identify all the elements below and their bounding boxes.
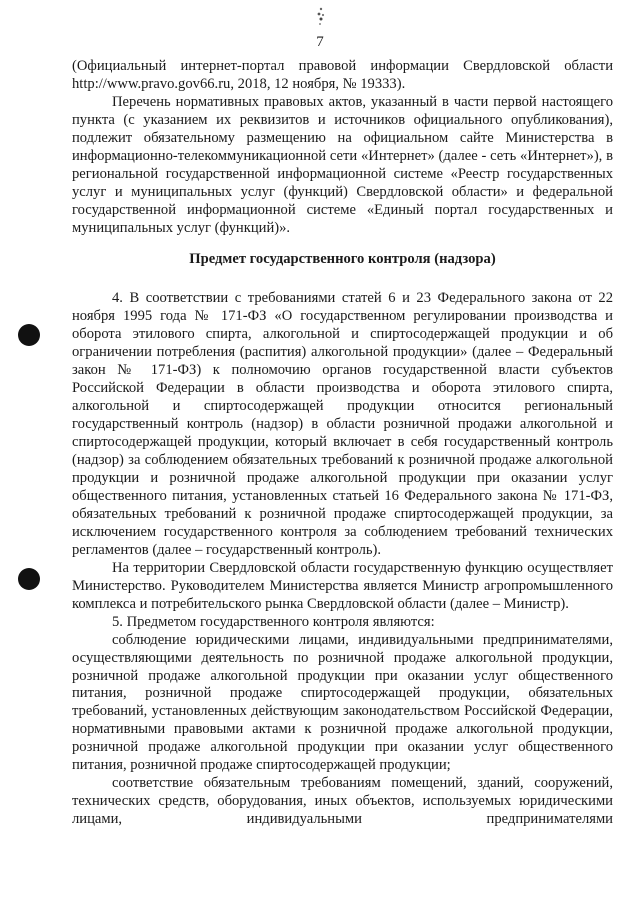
paragraph: 4. В соответствии с требованиями статей 6 и 23 Федерального закона от 22 ноября 1995 года № 171-ФЗ «О государственном регулировании производства и оборота этилового спирта, алкогольной и спиртосодержащей продукции и об ограничении потребления (распития) алкогольной продукции» (далее – Федеральный закон № 171-ФЗ) к полномочию органов государственной власти субъектов Российской Федерации в области производства и оборота этилового спирта, алкогольной и спиртосодержащей продукции относится региональный государственный контроль (надзор) в области розничной продажи алкогольной и спиртосодержащей продукции, который включает в себя государственный контроль (надзор) за соблюдением обязательных требований к розничной продаже алкогольной продукции и розничной продаже алкогольной продукции при оказании услуг общественного питания, установленных статьей 16 Федерального закона № 171-ФЗ, обязательных требований к розничной продаже спиртосодержащей продукции, за исключением государственного контроля за соблюдением требований технических регламентов (далее – государственный контроль). [72,290,613,558]
paragraph: соответствие обязательным требованиям помещений, зданий, сооружений, технических средств, оборудования, иных объектов, используемых юридическими лицами, индивидуальными предпринимателями [72,775,613,828]
paragraph: Перечень нормативных правовых актов, указанный в части первой настоящего пункта (с указанием их реквизитов и источников официального опубликования), подлежит обязательному размещению на официальном сайте Министерства в информационно-телекоммуникационной сети «Интернет» (далее - сеть «Интернет»), в региональной государственной информационной системе «Реестр государственных услуг и муниципальных услуг (функций) Свердловской области» и федеральной государственной информационной системе «Единый портал государственных и муниципальных услуг (функций)». [72,93,613,236]
page-number: 7 [316,34,324,50]
binder-hole [18,324,40,346]
scan-artifact-mark [314,6,328,28]
paragraph: На территории Свердловской области государственную функцию осуществляет Министерство. Руководителем Министерства является Министр агропромышленного комплекса и потребительского рынка Свердловской области (далее – Министр). [72,559,613,612]
paragraph: (Официальный интернет-портал правовой информации Свердловской области http://www.pravo.gov66.ru, 2018, 12 ноября, № 19333). [72,58,613,92]
section-heading: Предмет государственного контроля (надзора) [189,250,496,267]
paragraph: соблюдение юридическими лицами, индивидуальными предпринимателями, осуществляющими деятельность по розничной продаже алкогольной продукции, розничной продаже алкогольной продукции при оказании услуг общественного питания, розничной продаже спиртосодержащей продукции, обязательных требований, установленных действующим законодательством Российской Федерации, нормативными правовыми актами к розничной продаже алкогольной продукции, розничной продаже алкогольной продукции при оказании услуг общественного питания, розничной продаже спиртосодержащей продукции; [72,631,613,774]
paragraph: 5. Предметом государственного контроля являются: [112,613,435,630]
binder-hole [18,568,40,590]
document-body [72,58,613,829]
